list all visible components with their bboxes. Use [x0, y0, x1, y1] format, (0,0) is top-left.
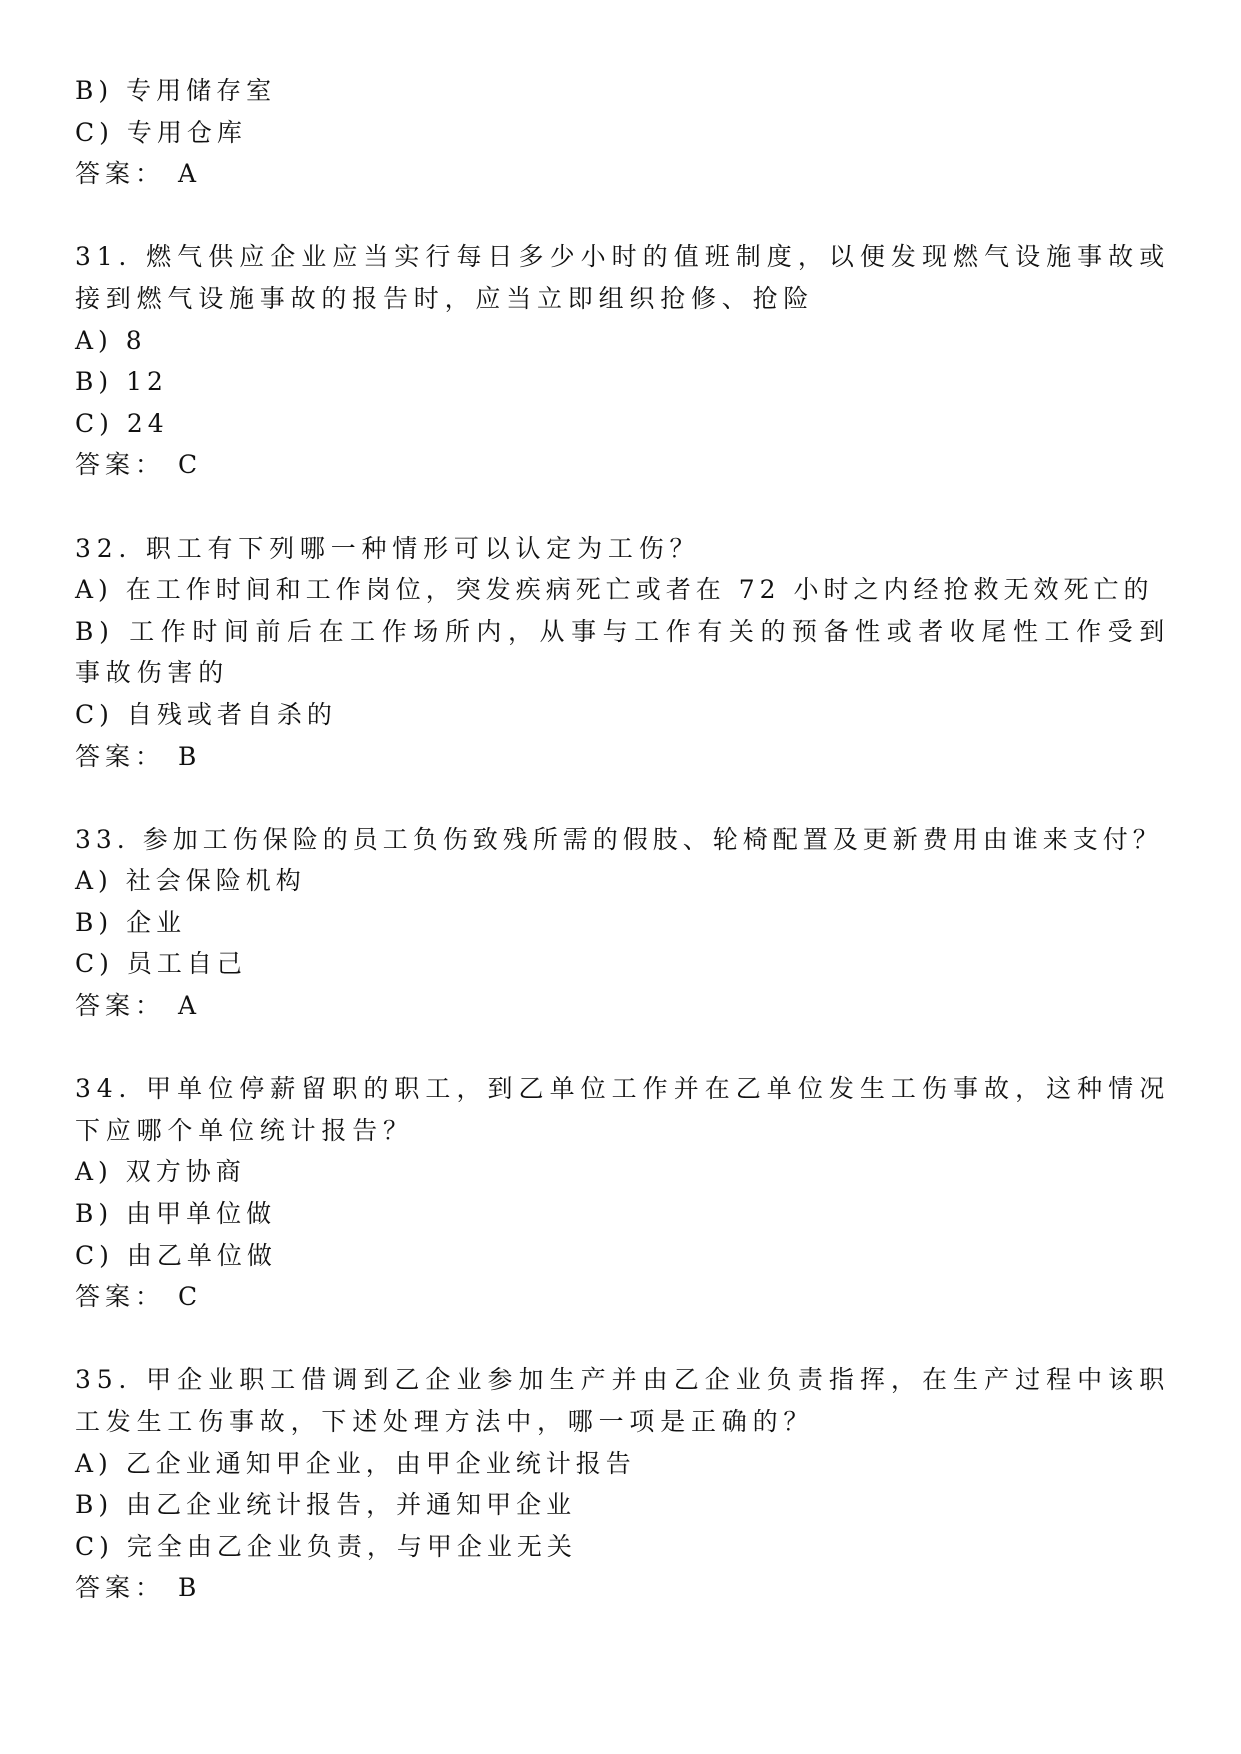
- option-c: C) 由乙单位做: [75, 1240, 277, 1270]
- option-a: A) 社会保险机构: [75, 866, 306, 896]
- option-a: A) 在工作时间和工作岗位，突发疾病死亡或者在 72 小时之内经抢救无效死亡的: [75, 575, 1154, 605]
- answer: 答案： A: [75, 991, 202, 1021]
- option-b: B) 专用储存室: [75, 76, 277, 105]
- option-a: A) 乙企业通知甲企业，由甲企业统计报告: [75, 1448, 636, 1478]
- answer: 答案： C: [75, 450, 203, 480]
- question-text: 31. 燃气供应企业应当实行每日多少小时的值班制度，以便发现燃气设施事故或接到燃气设施事故的报告时，应当立即组织抢修、抢险: [75, 242, 1170, 313]
- document-page: [75, 70, 1170, 1609]
- question-35: [75, 1359, 1170, 1609]
- answer: 答案： B: [75, 1573, 202, 1603]
- answer: 答案： C: [75, 1282, 203, 1312]
- option-c: C) 完全由乙企业负责，与甲企业无关: [75, 1531, 577, 1561]
- option-b: B) 由乙企业统计报告，并通知甲企业: [75, 1490, 577, 1520]
- option-c: C) 自残或者自杀的: [75, 699, 337, 729]
- question-text: 33. 参加工伤保险的员工负伤致残所需的假肢、轮椅配置及更新费用由谁来支付？: [75, 824, 1163, 854]
- question-34: [75, 1068, 1170, 1318]
- question-33: [75, 819, 1170, 1027]
- option-b: B) 企业: [75, 907, 187, 937]
- question-31: [75, 236, 1170, 486]
- option-b: B) 工作时间前后在工作场所内，从事与工作有关的预备性或者收尾性工作受到事故伤害的: [75, 616, 1170, 688]
- option-c: C) 24: [75, 408, 169, 438]
- option-b: B) 12: [75, 367, 168, 397]
- question-text: 34. 甲单位停薪留职的职工，到乙单位工作并在乙单位发生工伤事故，这种情况下应哪个单位统计报告？: [75, 1074, 1170, 1145]
- answer: 答案： B: [75, 741, 202, 771]
- option-c: C) 专用仓库: [75, 117, 247, 147]
- option-a: A) 8: [75, 325, 147, 355]
- option-a: A) 双方协商: [75, 1157, 246, 1187]
- answer: 答案： A: [75, 159, 202, 189]
- question-32: [75, 528, 1170, 778]
- question-text: 35. 甲企业职工借调到乙企业参加生产并由乙企业负责指挥，在生产过程中该职工发生工伤事故，下述处理方法中，哪一项是正确的？: [75, 1365, 1170, 1436]
- option-b: B) 由甲单位做: [75, 1199, 277, 1229]
- option-c: C) 员工自己: [75, 949, 247, 979]
- question-text: 32. 职工有下列哪一种情形可以认定为工伤？: [75, 533, 701, 563]
- question-30-fragment: [75, 70, 1170, 195]
